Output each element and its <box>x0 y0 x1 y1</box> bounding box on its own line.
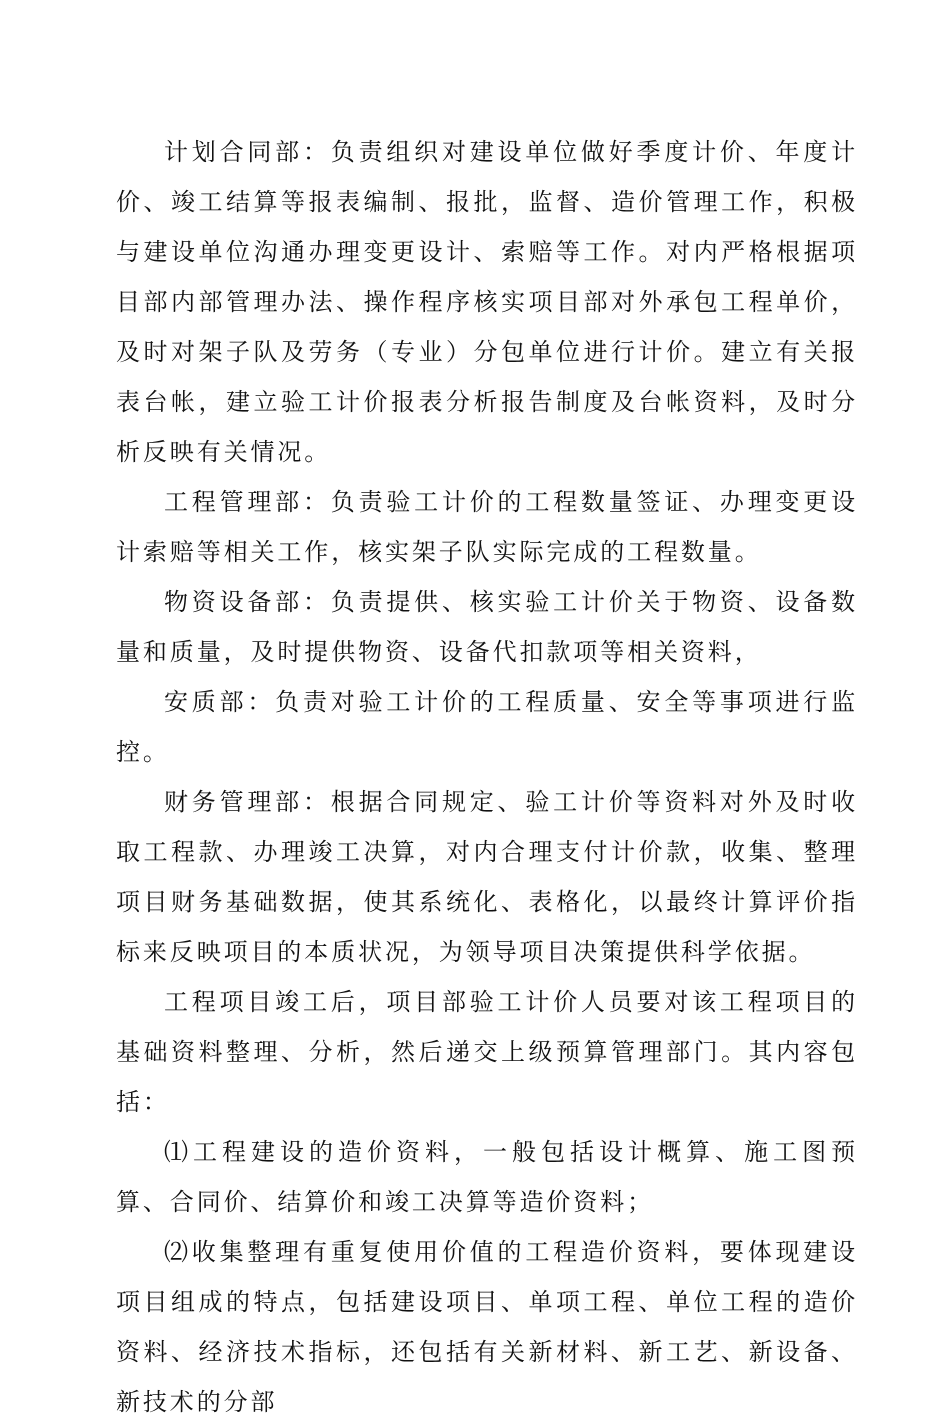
paragraph-safety-quality-dept: 安质部：负责对验工计价的工程质量、安全等事项进行监控。 <box>116 688 858 766</box>
paragraph-finance-management-dept: 财务管理部：根据合同规定、验工计价等资料对外及时收取工程款、办理竣工决算，对内合理支付计价款，收集、整理项目财务基础数据，使其系统化、表格化，以最终计算评价指标来反映项目的本质状况，为领导项目决策提供科学依据。 <box>116 788 858 966</box>
paragraph-planning-contract-dept: 计划合同部：负责组织对建设单位做好季度计价、年度计价、竣工结算等报表编制、报批，监督、造价管理工作，积极与建设单位沟通办理变更设计、索赔等工作。对内严格根据项目部内部管理办法、操作程序核实项目部对外承包工程单价，及时对架子队及劳务（专业）分包单位进行计价。建立有关报表台帐，建立验工计价报表分析报告制度及台帐资料，及时分析反映有关情况。 <box>116 138 858 466</box>
paragraph-engineering-management-dept: 工程管理部：负责验工计价的工程数量签证、办理变更设计索赔等相关工作，核实架子队实际完成的工程数量。 <box>116 488 858 566</box>
list-item-1: ⑴工程建设的造价资料，一般包括设计概算、施工图预算、合同价、结算价和竣工决算等造价资料； <box>116 1138 858 1216</box>
document-body <box>116 127 858 1427</box>
paragraph-project-completion: 工程项目竣工后，项目部验工计价人员要对该工程项目的基础资料整理、分析，然后递交上级预算管理部门。其内容包括： <box>116 988 858 1116</box>
list-item-2: ⑵收集整理有重复使用价值的工程造价资料，要体现建设项目组成的特点，包括建设项目、单项工程、单位工程的造价资料、经济技术指标，还包括有关新材料、新工艺、新设备、新技术的分部 <box>116 1238 858 1416</box>
paragraph-materials-equipment-dept: 物资设备部：负责提供、核实验工计价关于物资、设备数量和质量，及时提供物资、设备代扣款项等相关资料， <box>116 588 858 666</box>
